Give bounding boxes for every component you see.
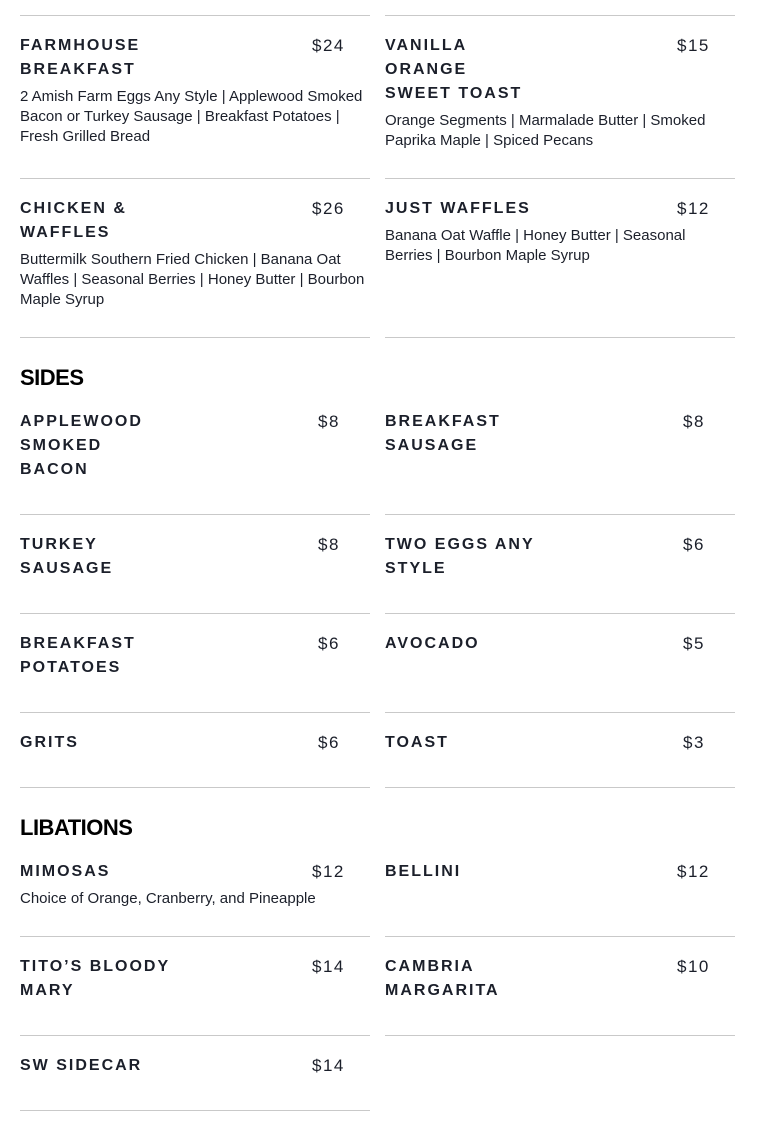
item-name: BREAKFAST POTATOES	[20, 635, 136, 676]
item-name: FARMHOUSE BREAKFAST	[20, 37, 141, 78]
divider	[20, 1110, 370, 1111]
item-price: $15	[677, 36, 710, 55]
item-price: $6	[318, 733, 340, 752]
divider	[385, 613, 735, 614]
item-name: CHICKEN & WAFFLES	[20, 200, 127, 241]
divider	[20, 613, 370, 614]
item-name: TOAST	[385, 734, 449, 751]
item-name: MIMOSAS	[20, 863, 111, 880]
item-price: $8	[318, 412, 340, 431]
item-name: SW SIDECAR	[20, 1057, 143, 1074]
item-name: TITO’S BLOODY MARY	[20, 958, 171, 999]
item-price: $8	[683, 412, 705, 431]
section-title-sides: SIDES	[20, 365, 84, 390]
divider	[20, 712, 370, 713]
item-name: BELLINI	[385, 863, 462, 880]
item-name: TURKEY SAUSAGE	[20, 536, 114, 577]
divider	[20, 178, 370, 179]
item-price: $6	[318, 634, 340, 653]
item-price: $12	[312, 862, 345, 881]
item-price: $26	[312, 199, 345, 218]
item-description: Orange Segments | Marmalade Butter | Smoked Paprika Maple | Spiced Pecans	[385, 112, 706, 149]
item-price: $10	[677, 957, 710, 976]
item-description: Buttermilk Southern Fried Chicken | Banana Oat Waffles | Seasonal Berries | Honey Butter | Bourbon Maple Syrup	[20, 251, 365, 308]
item-price: $6	[683, 535, 705, 554]
divider	[385, 936, 735, 937]
item-name: VANILLA ORANGE SWEET TOAST	[385, 37, 523, 102]
item-price: $3	[683, 733, 705, 752]
item-price: $5	[683, 634, 705, 653]
item-description: Banana Oat Waffle | Honey Butter | Seasonal Berries | Bourbon Maple Syrup	[385, 227, 686, 264]
item-price: $8	[318, 535, 340, 554]
divider	[385, 15, 735, 16]
divider	[20, 936, 370, 937]
item-name: APPLEWOOD SMOKED BACON	[20, 413, 143, 478]
divider	[20, 15, 370, 16]
item-name: JUST WAFFLES	[385, 200, 531, 217]
divider	[385, 787, 735, 788]
item-price: $12	[677, 199, 710, 218]
divider	[20, 787, 370, 788]
item-price: $14	[312, 957, 345, 976]
item-name: CAMBRIA MARGARITA	[385, 958, 500, 999]
item-name: GRITS	[20, 734, 79, 751]
divider	[385, 712, 735, 713]
item-name: TWO EGGS ANY STYLE	[385, 536, 535, 577]
item-price: $24	[312, 36, 345, 55]
item-description: Choice of Orange, Cranberry, and Pineapple	[20, 890, 316, 907]
divider	[20, 1035, 370, 1036]
divider	[385, 337, 735, 338]
item-description: 2 Amish Farm Eggs Any Style | Applewood Smoked Bacon or Turkey Sausage | Breakfast Potatoes | Fresh Grilled Bread	[20, 88, 363, 145]
item-name: BREAKFAST SAUSAGE	[385, 413, 501, 454]
item-price: $14	[312, 1056, 345, 1075]
divider	[385, 1035, 735, 1036]
divider	[385, 178, 735, 179]
section-title-libations: LIBATIONS	[20, 815, 133, 840]
divider	[20, 514, 370, 515]
divider	[20, 337, 370, 338]
divider	[385, 514, 735, 515]
item-name: AVOCADO	[385, 635, 480, 652]
item-price: $12	[677, 862, 710, 881]
